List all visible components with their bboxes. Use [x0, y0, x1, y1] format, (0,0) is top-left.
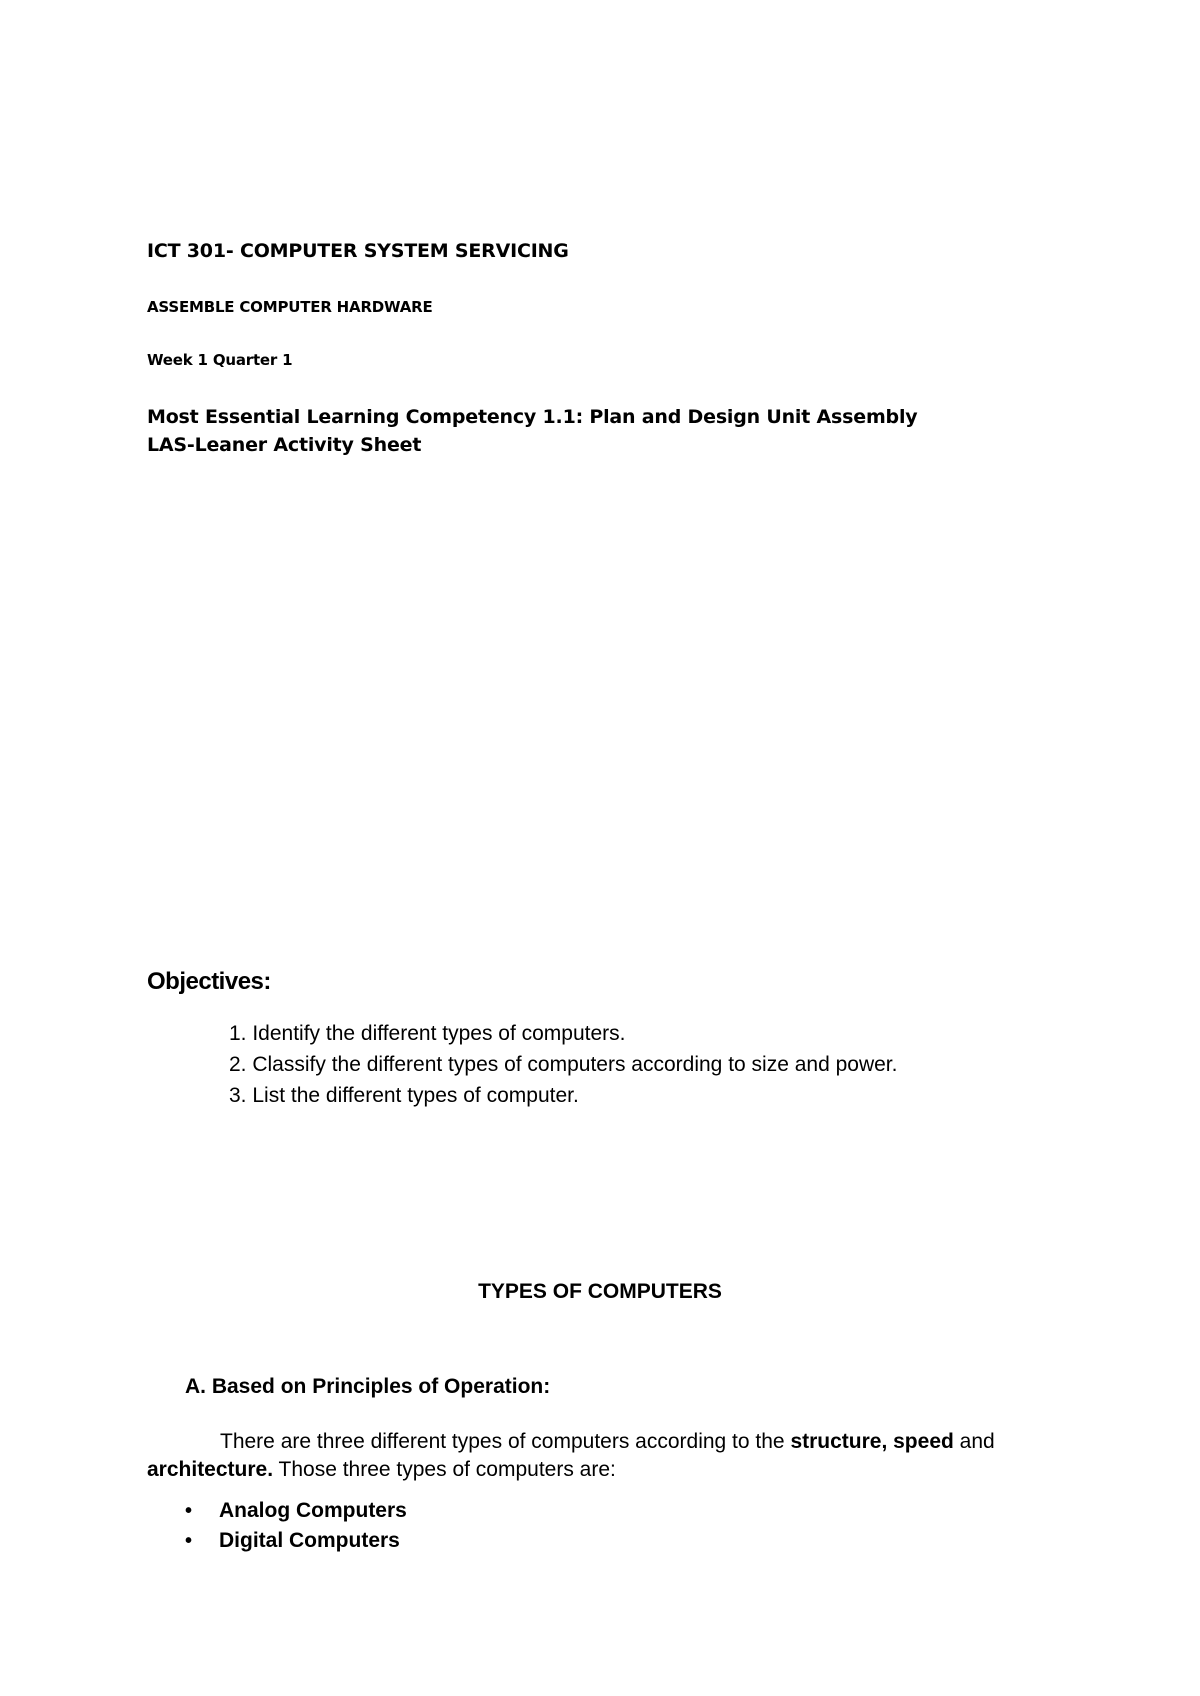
competency-block	[147, 403, 917, 459]
objective-item: 1. Identify the different types of computers.	[229, 1022, 626, 1045]
objective-item: 2. Classify the different types of computers according to size and power.	[229, 1053, 898, 1076]
competency-line: Most Essential Learning Competency 1.1: Plan and Design Unit Assembly	[147, 406, 918, 428]
list-item-label: Digital Computers	[219, 1529, 400, 1552]
paragraph-text: There are three different types of computers according to the	[220, 1430, 791, 1453]
paragraph-bold-text: architecture.	[147, 1458, 274, 1481]
week-quarter-label: Week 1 Quarter 1	[147, 351, 293, 369]
objective-item: 3. List the different types of computer.	[229, 1084, 579, 1107]
computer-types-list	[185, 1496, 407, 1556]
list-item	[185, 1526, 407, 1556]
paragraph-text: and	[953, 1430, 995, 1453]
intro-paragraph	[147, 1428, 1067, 1484]
bullet-icon: •	[185, 1530, 193, 1552]
list-item-label: Analog Computers	[219, 1499, 407, 1522]
paragraph-bold-text: structure, speed	[790, 1430, 954, 1453]
document-subtitle: ASSEMBLE COMPUTER HARDWARE	[147, 298, 433, 316]
subsection-title: A. Based on Principles of Operation:	[185, 1375, 551, 1398]
list-item	[185, 1496, 407, 1526]
bullet-icon: •	[185, 1500, 193, 1522]
objectives-list	[229, 1018, 897, 1111]
activity-sheet-label: LAS-Leaner Activity Sheet	[147, 434, 422, 456]
section-title: TYPES OF COMPUTERS	[478, 1280, 722, 1303]
objectives-heading: Objectives:	[147, 968, 271, 995]
paragraph-text: Those three types of computers are:	[273, 1458, 616, 1481]
document-title: ICT 301- COMPUTER SYSTEM SERVICING	[147, 240, 569, 262]
